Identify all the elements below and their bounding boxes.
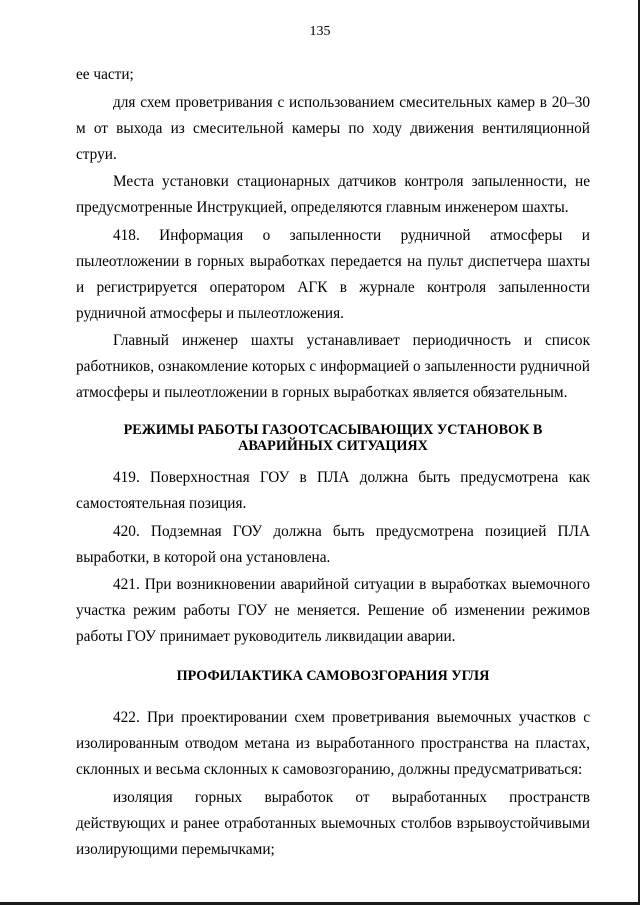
paragraph: 422. При проектировании схем проветривания выемочных участков с изолированным отводом метана из выработанного пространства на пластах, склонных и весьма склонных к самовозгоранию, должны предусматриваться: xyxy=(76,709,590,778)
paragraph: 420. Подземная ГОУ должна быть предусмотрена позицией ПЛА выработки, в которой она установлена. xyxy=(76,522,590,566)
document-body xyxy=(76,62,590,864)
paragraph: 421. При возникновении аварийной ситуации в выработках выемочного участка режим работы ГОУ не меняется. Решение об изменении режимов работы ГОУ принимает руководитель ликвидации аварии. xyxy=(76,576,590,645)
top-paragraphs xyxy=(76,62,590,406)
paragraph: для схем проветривания с использованием смесительных камер в 20–30 м от выхода из смесительной камеры по ходу движения вентиляционной струи. xyxy=(76,93,590,163)
middle-paragraphs xyxy=(76,465,590,650)
section-heading-coal-self-ignition: ПРОФИЛАКТИКА САМОВОЗГОРАНИЯ УГЛЯ xyxy=(176,668,490,684)
paragraph: Главный инженер шахты устанавливает периодичность и список работников, ознакомление которых с информацией о запыленности рудничной атмосферы и пылеотложении в горных выработках является обязательным. xyxy=(76,332,590,401)
bottom-paragraphs xyxy=(76,705,590,863)
paragraph: изоляция горных выработок от выработанных пространств действующих и ранее отработанных выемочных столбов взрывоустойчивыми изолирующими перемычками; xyxy=(76,788,590,858)
section-heading-gou-emergency: РЕЖИМЫ РАБОТЫ ГАЗООТСАСЫВАЮЩИХ УСТАНОВОК В АВАРИЙНЫХ СИТУАЦИЯХ xyxy=(123,422,543,454)
paragraph: 419. Поверхностная ГОУ в ПЛА должна быть предусмотрена как самостоятельная позиция. xyxy=(76,469,590,512)
page-number: 135 xyxy=(309,24,331,39)
paragraph: Места установки стационарных датчиков контроля запыленности, не предусмотренные Инструкцией, определяются главным инженером шахты. xyxy=(76,173,590,216)
paragraph: ее части; xyxy=(76,66,134,83)
paragraph: 418. Информация о запыленности рудничной атмосферы и пылеотложении в горных выработках передается на пульт диспетчера шахты и регистрируется оператором АГК в журнале контроля запыленности рудничной атмосферы и пылеотложения. xyxy=(76,226,590,322)
